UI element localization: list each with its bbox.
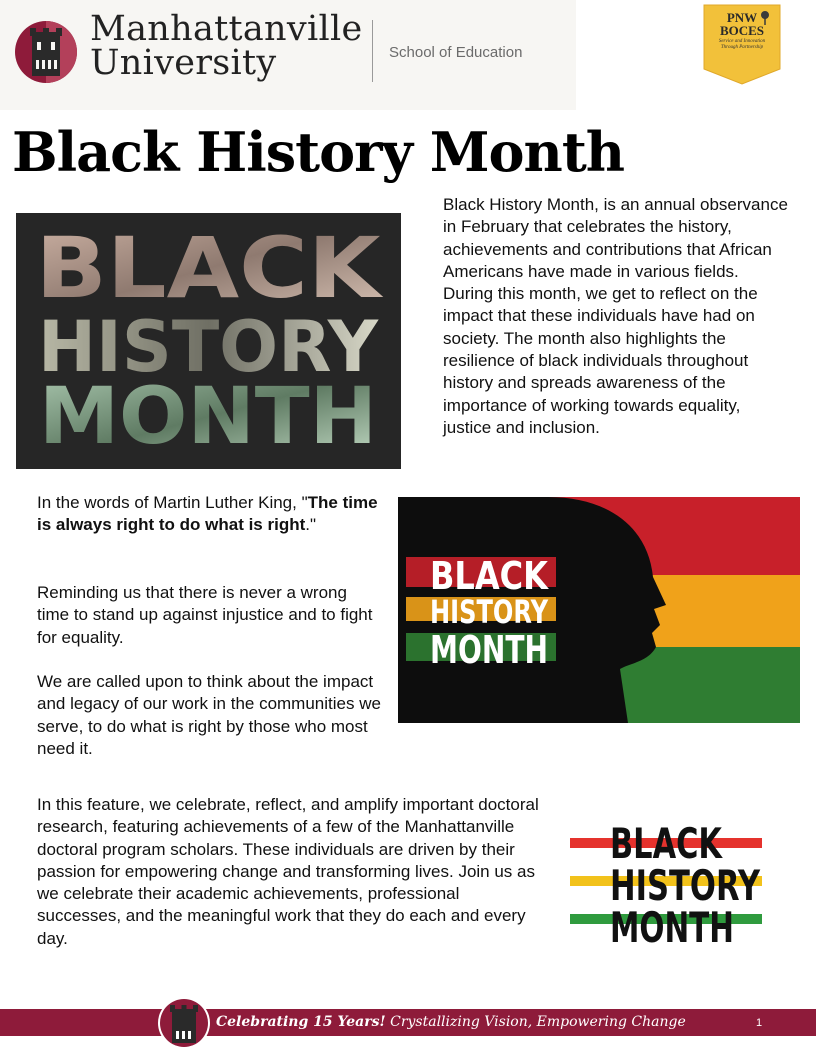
remind-paragraph: Reminding us that there is never a wrong time to stand up against injustice and to fight for equality. bbox=[37, 583, 373, 647]
profile-word-1: BLACK bbox=[430, 554, 550, 598]
collage-lettering-icon bbox=[16, 213, 401, 469]
intro-paragraph: Black History Month, is an annual observance in February that celebrates the history, achievements and contributions that African Americans have made in various fields. During this month, we get to reflect on the impact that these individuals have had on society. The month also highlights the resilience of black individuals throughout history and spreads awareness of the importance of working towards equality, justice and inclusion. bbox=[443, 195, 788, 437]
footer-tagline: Crystallizing Vision, Empowering Change bbox=[385, 1014, 686, 1030]
quote-tail: ." bbox=[305, 515, 317, 535]
badge-title-line2: BOCES bbox=[719, 23, 765, 38]
feature-paragraph: In this feature, we celebrate, reflect, and amplify important doctoral research, featuring achievements of a few of the Manhattanville doctoral program scholars. These individuals are driven by their passion for empowering change and transforming lives. Join us as we celebrate their academic achievements, professional successes, and the meaningful work that they do each and every day. bbox=[37, 795, 539, 948]
footer-slogan bbox=[216, 1013, 686, 1031]
stripes-word-2: HISTORY bbox=[610, 861, 761, 910]
page-number: 1 bbox=[756, 1017, 763, 1029]
profile-word-3: MONTH bbox=[430, 628, 548, 672]
collage-word-1: BLACK bbox=[35, 219, 384, 317]
university-logo-icon bbox=[14, 16, 78, 88]
stripes-word-3: MONTH bbox=[610, 903, 734, 952]
collage-word-3: MONTH bbox=[39, 372, 377, 462]
badge-title-line1: PNW bbox=[726, 10, 758, 25]
stripes-word-1: BLACK bbox=[610, 819, 724, 868]
stripes-logo-image bbox=[570, 818, 762, 952]
profile-word-2: HISTORY bbox=[430, 593, 549, 631]
profile-image bbox=[398, 497, 800, 723]
quote-bold: The time is always right to do what is right bbox=[37, 493, 378, 535]
called-paragraph: We are called upon to think about the impact and legacy of our work in the communities we serve, to do what is right by those who most need it. bbox=[37, 672, 381, 758]
badge-tagline-line1: Service and Innovation bbox=[718, 39, 766, 44]
school-name: School of Education bbox=[389, 44, 523, 61]
profile-silhouette-icon bbox=[398, 497, 800, 723]
badge-title bbox=[702, 11, 782, 37]
university-name-line1: Manhattanville bbox=[90, 9, 363, 49]
footer-logo-icon bbox=[157, 995, 211, 1051]
header-divider bbox=[372, 20, 373, 82]
footer-highlight: Celebrating 15 Years! bbox=[216, 1014, 386, 1030]
collage-word-2: HISTORY bbox=[38, 306, 380, 388]
mlk-quote bbox=[37, 492, 382, 537]
university-name bbox=[90, 9, 363, 83]
page-title: Black History Month bbox=[12, 120, 625, 184]
stripes-logo-icon bbox=[570, 818, 762, 952]
collage-image bbox=[16, 213, 401, 469]
pnw-boces-badge bbox=[702, 3, 782, 85]
badge-tagline-line2: Through Partnership bbox=[720, 45, 764, 50]
badge-tagline bbox=[702, 39, 782, 51]
quote-lead: In the words of Martin Luther King, " bbox=[37, 493, 308, 512]
university-name-line2: University bbox=[90, 43, 277, 83]
